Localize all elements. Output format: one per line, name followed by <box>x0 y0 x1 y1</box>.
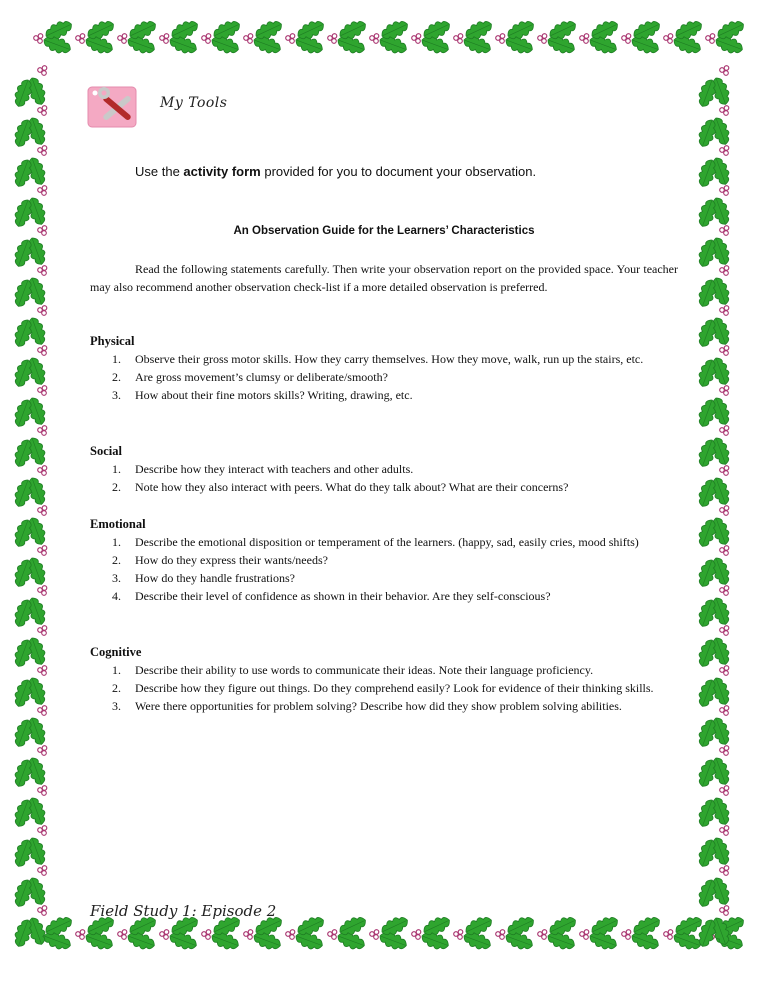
physical-list <box>90 350 678 404</box>
list-item: 2. Describe how they figure out things. Do they comprehend easily? Look for evidence of their thinking skills. <box>112 681 654 695</box>
page-title: My Tools <box>160 95 228 111</box>
list-item: 2. Note how they also interact with peers. What do they talk about? What are their concerns? <box>112 480 569 494</box>
activity-form-emphasis: activity form <box>183 164 261 179</box>
list-item: 1. Observe their gross motor skills. How they carry themselves. How they move, walk, run up the stairs, etc. <box>112 352 644 366</box>
list-item: 3. Were there opportunities for problem solving? Describe how did they show problem solving abilities. <box>112 699 622 713</box>
instruction-text: Use the activity form provided for you to document your observation. <box>135 164 537 179</box>
section-emotional <box>90 515 678 605</box>
list-item: 1. Describe their ability to use words to communicate their ideas. Note their language proficiency. <box>112 663 594 677</box>
section-title: Cognitive <box>90 645 142 659</box>
tools-icon <box>86 83 148 133</box>
section-title: Physical <box>90 334 135 348</box>
list-item: 1. Describe how they interact with teachers and other adults. <box>112 462 414 476</box>
list-item: 3. How do they handle frustrations? <box>112 571 295 585</box>
intro-paragraph: Read the following statements carefully. Then write your observation report on the provided space. Your teacher may also recommend another observation check-list if a more detailed observation is preferred. <box>90 262 678 294</box>
list-item: 2. How do they express their wants/needs? <box>112 553 328 567</box>
section-title: Social <box>90 444 122 458</box>
footer-label: Field Study 1: Episode 2 <box>90 902 277 920</box>
list-item: 3. How about their fine motors skills? Writing, drawing, etc. <box>112 388 413 402</box>
list-item: 1. Describe the emotional disposition or temperament of the learners. (happy, sad, easily cries, mood shifts) <box>112 535 639 549</box>
section-title: Emotional <box>90 517 146 531</box>
section-physical <box>90 332 678 404</box>
list-item: 4. Describe their level of confidence as shown in their behavior. Are they self-conscious? <box>112 589 551 603</box>
cognitive-list <box>90 661 678 715</box>
emotional-list <box>90 533 678 605</box>
guide-title: An Observation Guide for the Learners’ Characteristics <box>233 225 535 237</box>
social-list <box>90 460 678 496</box>
list-item: 2. Are gross movement’s clumsy or deliberate/smooth? <box>112 370 388 384</box>
section-cognitive <box>90 643 678 715</box>
section-social <box>90 442 678 496</box>
